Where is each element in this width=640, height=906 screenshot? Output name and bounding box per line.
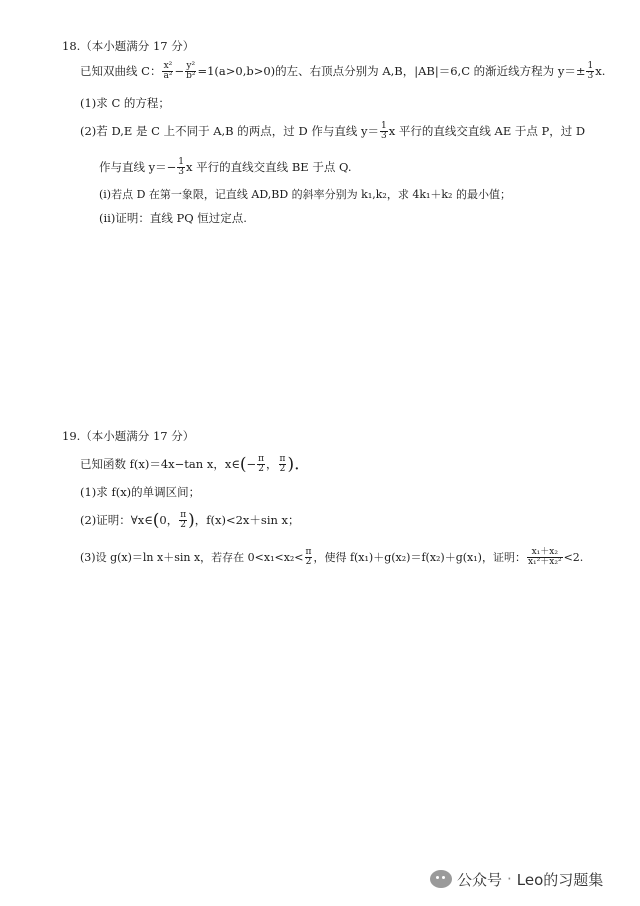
watermark-channel: 公众号 <box>457 870 503 889</box>
q19-part1: (1)求 f(x)的单调区间； <box>80 485 201 499</box>
q18-part2-cont: 作与直线 y＝− $\frac{1}{3}$ x 平行的直线交直线 BE 于点 Q. <box>99 157 352 178</box>
q18-part1: (1)求 C 的方程； <box>80 96 170 110</box>
q19-stem: 已知函数 f(x)＝4x−tan x，x∈(− $\frac{\pi}{2}$ ， $\frac{\pi}{2}$ ). <box>80 454 300 475</box>
q18-stem: 已知双曲线 C： $\frac{\text{x²}}{\text{a²}}$ − $\frac{\text{y²}}{\text{b²}}$ =1(a>0,b>0)的左、右顶点分别为 A,B，|AB|＝6,C 的渐近线方程为 y＝± $\frac{1}{3}$ x. <box>80 61 606 82</box>
q19-part3: (3)设 g(x)＝ln x＋sin x，若存在 0<x₁<x₂< $\frac{\pi}{2}$ ，使得 f(x₁)＋g(x₂)＝f(x₂)＋g(x₁)，证明： $\frac{\text{x₁＋x₂}}{\text{x₁²＋x₂²}}$ <2. <box>80 547 584 568</box>
watermark-name: Leo的习题集 <box>516 870 604 889</box>
q19-header: 19.（本小题满分 17 分） <box>62 429 195 443</box>
watermark-separator: · <box>507 870 512 888</box>
q18-header: 18.（本小题满分 17 分） <box>62 39 195 53</box>
q18-part2-ii: (ⅱ)证明：直线 PQ 恒过定点. <box>99 211 247 225</box>
watermark <box>430 866 603 892</box>
q19-part2: (2)证明：∀x∈(0， $\frac{\pi}{2}$ )，f(x)<2x＋sin x； <box>80 510 300 531</box>
q18-part2: (2)若 D,E 是 C 上不同于 A,B 的两点，过 D 作与直线 y＝ $\frac{1}{3}$ x 平行的直线交直线 AE 于点 P，过 D <box>80 121 586 142</box>
wechat-icon <box>430 870 452 888</box>
q18-part2-i: (ⅰ)若点 D 在第一象限，记直线 AD,BD 的斜率分别为 k₁,k₂，求 4k₁＋k₂ 的最小值； <box>99 188 511 201</box>
